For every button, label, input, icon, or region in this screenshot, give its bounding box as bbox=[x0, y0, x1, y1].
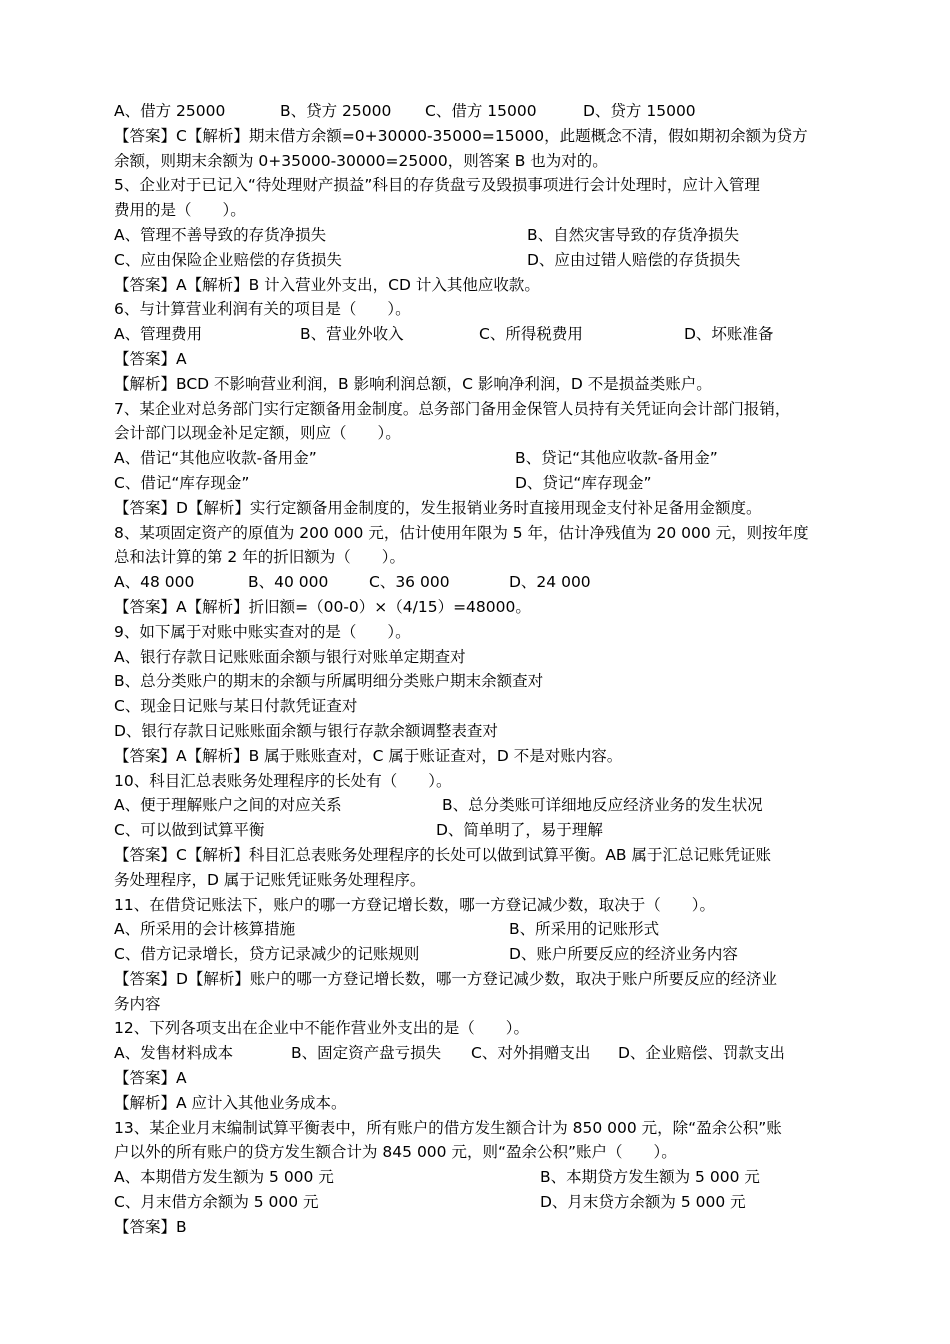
option-item: A、借方 25000 bbox=[114, 102, 226, 120]
option-item: C、36 000 bbox=[369, 573, 450, 592]
option-item: B、营业外收入 bbox=[300, 325, 404, 344]
text-line: 8、某项固定资产的原值为 200 000 元，估计使用年限为 5 年，估计净残值为 20 000 元，则按年度 bbox=[114, 523, 809, 542]
option-item: B、40 000 bbox=[248, 573, 329, 592]
text-line: 【答案】C【解析】期末借方余额=0+30000-35000=15000，此题概念不清，假如期初余额为贷方 bbox=[114, 126, 808, 145]
option-item: A、便于理解账户之间的对应关系 bbox=[114, 796, 342, 815]
option-row bbox=[114, 1190, 840, 1215]
text-line: 【答案】A【解析】折旧额=（00-0）×（4/15）=48000。 bbox=[114, 597, 531, 616]
option-item: A、48 000 bbox=[114, 573, 195, 592]
text-line: 10、科目汇总表账务处理程序的长处有（ ）。 bbox=[114, 771, 452, 790]
option-item: C、可以做到试算平衡 bbox=[114, 821, 265, 840]
option-item: C、对外捐赠支出 bbox=[471, 1044, 591, 1063]
option-item: C、月末借方余额为 5 000 元 bbox=[114, 1193, 319, 1212]
option-item: A、所采用的会计核算措施 bbox=[114, 920, 296, 939]
text-line: 11、在借贷记账法下，账户的哪一方登记增长数，哪一方登记减少数，取决于（ ）。 bbox=[114, 895, 715, 914]
option-item: C、所得税费用 bbox=[479, 325, 583, 344]
text-line: 【解析】A 应计入其他业务成本。 bbox=[114, 1093, 347, 1112]
text-line: 总和法计算的第 2 年的折旧额为（ ）。 bbox=[114, 548, 405, 567]
option-row bbox=[114, 818, 840, 843]
text-line: 【答案】C【解析】科目汇总表账务处理程序的长处可以做到试算平衡。AB 属于汇总记账凭证账 bbox=[114, 845, 771, 864]
text-line: 【答案】B bbox=[114, 1217, 187, 1236]
option-item: C、借方记录增长，贷方记录减少的记账规则 bbox=[114, 945, 420, 964]
option-item: B、所采用的记账形式 bbox=[509, 920, 660, 939]
option-item: C、借记“库存现金” bbox=[114, 473, 250, 492]
text-line: 【答案】D【解析】账户的哪一方登记增长数，哪一方登记减少数，取决于账户所要反应的经济业 bbox=[114, 969, 777, 988]
option-item: A、管理不善导致的存货净损失 bbox=[114, 225, 327, 244]
option-row bbox=[114, 471, 840, 496]
option-item: B、贷记“其他应收款-备用金” bbox=[515, 449, 718, 468]
text-line: A、银行存款日记账账面余额与银行对账单定期查对 bbox=[114, 647, 466, 666]
text-line: 费用的是（ ）。 bbox=[114, 201, 246, 220]
text-line: C、现金日记账与某日付款凭证查对 bbox=[114, 697, 358, 716]
option-row bbox=[114, 223, 840, 248]
option-row bbox=[114, 322, 840, 347]
option-item: D、企业赔偿、罚款支出 bbox=[618, 1044, 785, 1063]
option-item: A、本期借方发生额为 5 000 元 bbox=[114, 1168, 334, 1187]
option-item: D、应由过错人赔偿的存货损失 bbox=[527, 250, 741, 269]
option-item: D、贷记“库存现金” bbox=[515, 473, 652, 492]
option-row bbox=[114, 942, 840, 967]
text-line: 【解析】BCD 不影响营业利润，B 影响利润总额，C 影响净利润，D 不是损益类账户。 bbox=[114, 374, 712, 393]
option-item: A、发售材料成本 bbox=[114, 1044, 234, 1063]
option-item: B、本期贷方发生额为 5 000 元 bbox=[540, 1168, 760, 1187]
text-line: 户以外的所有账户的贷方发生额合计为 845 000 元，则“盈余公积”账户（ ）。 bbox=[114, 1143, 677, 1162]
option-item: D、账户所要反应的经济业务内容 bbox=[509, 945, 738, 964]
text-line: 【答案】A bbox=[114, 1069, 187, 1088]
option-row bbox=[114, 1165, 840, 1190]
text-line: 【答案】D【解析】实行定额备用金制度的，发生报销业务时直接用现金支付补足备用金额度。 bbox=[114, 498, 762, 517]
option-item: D、月末贷方余额为 5 000 元 bbox=[540, 1193, 746, 1212]
option-item: B、固定资产盘亏损失 bbox=[291, 1044, 442, 1063]
option-item: D、贷方 15000 bbox=[583, 102, 696, 120]
option-row bbox=[114, 570, 840, 595]
text-line: 【答案】A bbox=[114, 349, 187, 368]
document-body bbox=[114, 99, 840, 1240]
text-line: 6、与计算营业利润有关的项目是（ ）。 bbox=[114, 300, 411, 319]
option-item: D、24 000 bbox=[509, 573, 591, 592]
text-line: B、总分类账户的期末的余额与所属明细分类账户期末余额查对 bbox=[114, 672, 544, 691]
text-line: D、银行存款日记账账面余额与银行存款余额调整表查对 bbox=[114, 721, 498, 740]
option-item: A、管理费用 bbox=[114, 325, 203, 344]
option-item: D、简单明了，易于理解 bbox=[436, 821, 603, 840]
text-line: 余额，则期末余额为 0+35000-30000=25000，则答案 B 也为对的。 bbox=[114, 151, 608, 170]
text-line: 7、某企业对总务部门实行定额备用金制度。总务部门备用金保管人员持有关凭证向会计部门报销， bbox=[114, 399, 791, 418]
option-row bbox=[114, 446, 840, 471]
option-item: B、自然灾害导致的存货净损失 bbox=[527, 225, 740, 244]
text-line: 务处理程序，D 属于记账凭证账务处理程序。 bbox=[114, 870, 426, 889]
option-row bbox=[114, 793, 840, 818]
option-row bbox=[114, 248, 840, 273]
text-line: 【答案】A【解析】B 属于账账查对，C 属于账证查对，D 不是对账内容。 bbox=[114, 746, 623, 765]
option-row bbox=[114, 99, 840, 124]
option-item: C、借方 15000 bbox=[425, 102, 537, 120]
option-item: C、应由保险企业赔偿的存货损失 bbox=[114, 250, 342, 269]
option-item: B、贷方 25000 bbox=[280, 102, 392, 120]
text-line: 13、某企业月末编制试算平衡表中，所有账户的借方发生额合计为 850 000 元，除“盈余公积”账 bbox=[114, 1118, 782, 1137]
option-item: A、借记“其他应收款-备用金” bbox=[114, 449, 317, 468]
text-line: 12、下列各项支出在企业中不能作营业外支出的是（ ）。 bbox=[114, 1019, 529, 1038]
option-item: B、总分类账可详细地反应经济业务的发生状况 bbox=[442, 796, 763, 815]
option-item: D、坏账准备 bbox=[684, 325, 774, 344]
text-line: 【答案】A【解析】B 计入营业外支出，CD 计入其他应收款。 bbox=[114, 275, 540, 294]
text-line: 5、企业对于已记入“待处理财产损益”科目的存货盘亏及毁损事项进行会计处理时，应计入管理 bbox=[114, 176, 760, 195]
option-row bbox=[114, 917, 840, 942]
option-row bbox=[114, 1041, 840, 1066]
text-line: 会计部门以现金补足定额，则应（ ）。 bbox=[114, 424, 401, 443]
text-line: 务内容 bbox=[114, 994, 161, 1013]
text-line: 9、如下属于对账中账实查对的是（ ）。 bbox=[114, 622, 411, 641]
